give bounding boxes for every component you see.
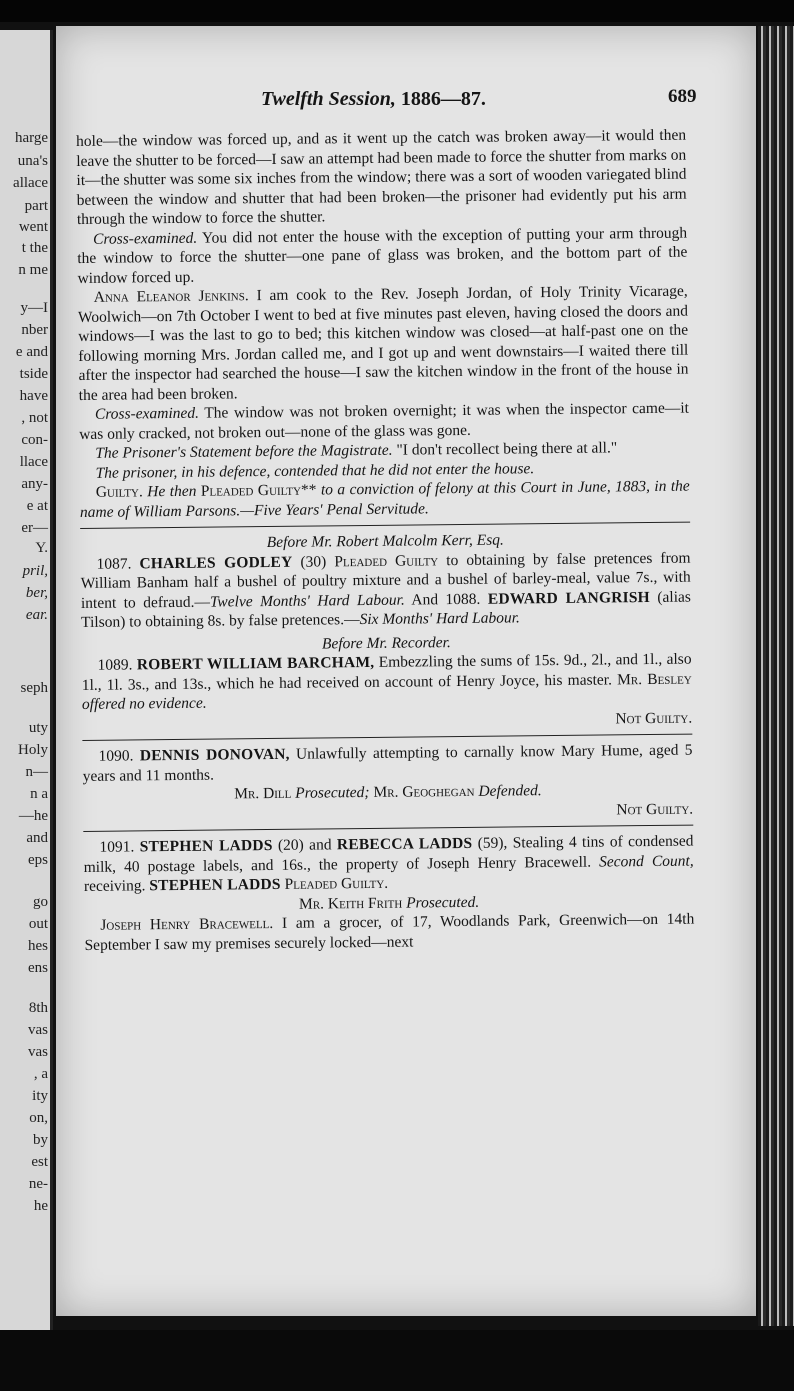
defendant-age: (59), <box>472 834 508 852</box>
facing-page-fragment: vas <box>28 1044 48 1060</box>
section-divider <box>83 825 693 832</box>
case-number: 1091. <box>99 838 140 856</box>
facing-page-fragment: ear. <box>25 607 48 623</box>
counsel-name: Mr. Geoghegan <box>373 782 475 801</box>
plea-label: Pleaded Guilty** <box>200 481 317 500</box>
facing-page-fragment: any- <box>21 476 48 492</box>
defendant-alias: (alias Tilson) <box>81 588 691 631</box>
facing-page-fragment: —he <box>18 808 48 824</box>
defendant-name: CHARLES GODLEY <box>139 553 293 572</box>
plea-label: Pleaded Guilty. <box>280 874 389 893</box>
statement-text: "I don't recollect being there at all." <box>392 439 618 459</box>
facing-page-fragment: est <box>31 1154 48 1170</box>
facing-page-fragment: con- <box>21 432 48 448</box>
counsel-role: Defended. <box>474 782 542 800</box>
facing-page-fragment: harge <box>14 130 48 146</box>
defendant-name: ROBERT WILLIAM BARCHAM, <box>136 653 375 674</box>
facing-page-fragment: una's <box>17 153 48 169</box>
facing-page-fragment: seph <box>20 680 48 696</box>
facing-page-fragment: t the <box>21 240 48 256</box>
witness-testimony: I am cook to the Rev. Joseph Jordan, of Holy Trinity Vicarage, Woolwich—on 7th October I went to bed at five minutes past eleven, having closed the doors and windows—I was the last to go to bed; this kitchen window was closed—at half-past one on the following morning Mrs. Jordan called me, and I got up and went downstairs—I waited there till after the inspector had searched the house—I saw the kitchen window in the front of the house in the area had been broken. <box>77 282 689 404</box>
charge-text: to obtaining by false pretences from William Banham half a bushel of poultry mixture and a bushel of barley-meal, value 7s., with intent to defraud.— <box>80 549 691 612</box>
paragraph-verdict <box>80 477 690 522</box>
facing-page-fragment: part <box>24 198 48 214</box>
paragraph-witness-jenkins <box>78 282 689 405</box>
case-1091 <box>83 832 694 897</box>
judge-heading-1: Before Mr. Robert Malcolm Kerr, Esq. <box>266 531 504 552</box>
facing-page-fragment: allace <box>13 175 48 191</box>
facing-page-fragment: he <box>33 1198 48 1214</box>
counsel-name: Mr. Besley <box>616 670 692 688</box>
page-number: 689 <box>668 86 697 107</box>
facing-page-fragment: 8th <box>28 1000 48 1016</box>
facing-page-fragment: nber <box>21 322 48 338</box>
facing-page-fragment: pril, <box>22 563 48 579</box>
case-1089 <box>81 650 692 715</box>
case-1087 <box>80 548 691 632</box>
facing-page-fragment: ber, <box>25 585 48 601</box>
statement-label: The Prisoner's Statement before the Magistrate. <box>95 441 393 462</box>
page-text <box>76 126 695 955</box>
sentence-text: Twelve Months' Hard Labour. <box>209 591 405 611</box>
facing-page-fragment: went <box>18 219 48 235</box>
scan-bottom-edge <box>0 1330 794 1391</box>
paragraph-cross-examined-1 <box>77 223 688 288</box>
facing-page-fragment: out <box>28 916 48 932</box>
facing-page-fragment: Y. <box>35 540 48 556</box>
defendant-name: STEPHEN LADDS <box>149 875 281 895</box>
verdict-guilty: Guilty. <box>95 483 143 501</box>
witness-name: Anna Eleanor Jenkins. <box>93 287 249 306</box>
session-years: 1886—87. <box>400 88 486 110</box>
defendant-name: EDWARD LANGRISH <box>487 588 650 608</box>
defendant-age: (30) <box>292 552 335 571</box>
paragraph-defence: The prisoner, in his defence, contended that he did not enter the house. <box>95 459 535 482</box>
defendant-age: (20) and <box>272 836 337 854</box>
book-page <box>56 26 756 1316</box>
facing-page-fragment: tside <box>19 366 48 382</box>
facing-page-fragment: n me <box>18 262 48 278</box>
section-divider <box>82 734 692 741</box>
session-title: Twelfth Session, <box>261 88 401 110</box>
facing-page-fragment: e and <box>15 344 48 360</box>
facing-page-edge <box>0 30 53 1330</box>
counsel-name: Mr. Keith Frith <box>298 894 403 913</box>
facing-page-fragment: n a <box>30 786 48 802</box>
running-head <box>261 88 486 111</box>
sentence-text: to a conviction of felony at this Court in June, 1883, in the name of William Parsons.—Five Years' Penal Servitude. <box>79 477 690 521</box>
case-number: And 1088. <box>404 590 488 609</box>
facing-page-fragment: y—I <box>20 300 48 316</box>
facing-page-fragment: on, <box>29 1110 48 1126</box>
case-number: 1089. <box>97 656 137 674</box>
defendant-name: REBECCA LADDS <box>336 834 473 854</box>
cross-examined-text: You did not enter the house with the exception of putting your arm through the window to force the shutter—one pane of glass was broken, and the bottom part of the window forced up. <box>77 224 688 287</box>
case-1090 <box>82 741 692 786</box>
facing-page-fragment: and <box>26 830 48 846</box>
facing-page-fragment: eps <box>28 852 48 868</box>
facing-page-fragment: er— <box>21 520 48 536</box>
cross-examined-label: Cross-examined. <box>94 404 200 423</box>
facing-page-fragment: by <box>33 1132 48 1148</box>
facing-page-fragment: , not <box>21 410 48 426</box>
facing-page-fragment: ne- <box>28 1176 48 1192</box>
witness-testimony: I am a grocer, of 17, Woodlands Park, Greenwich—on 14th September I saw my premises securely locked—next <box>84 910 695 954</box>
verdict-1089: Not Guilty. <box>615 709 693 727</box>
charge-text: receiving. <box>83 877 150 895</box>
section-divider <box>80 522 690 529</box>
facing-page-fragment: , a <box>33 1066 48 1082</box>
cross-examined-text: The window was not broken overnight; it was when the inspector came—it was only cracked, not broken out—none of the glass was gone. <box>79 399 690 443</box>
paragraph-cross-examined-2 <box>79 399 689 444</box>
case-number: 1090. <box>98 747 140 765</box>
facing-page-fragment: n— <box>25 764 48 780</box>
defendant-name: STEPHEN LADDS <box>139 836 273 856</box>
facing-page-fragment: uty <box>28 720 48 736</box>
charge-text: Unlawfully attempting to carnally know Mary Hume, aged 5 years and 11 months. <box>82 741 693 785</box>
charge-text: Stealing 4 tins of condensed milk, 40 postage labels, and 16s., the property of Joseph Henry Bracewell. <box>83 832 694 876</box>
defendant-name: DENNIS DONOVAN, <box>139 745 290 765</box>
paragraph-continuation: hole—the window was forced up, and as it went up the catch was broken away—it would then leave the shutter to be forced—I saw an attempt had been made to force the shutter from marks on it—the shutter was some six inches from the window; there was a sort of wooden variegated blind between the window and shutter that had been broken—the prisoner had evidently put his arm through the window to force the shutter. <box>76 126 687 228</box>
verdict-text: He then <box>142 482 201 501</box>
counsel-role: Prosecuted. <box>402 893 480 912</box>
facing-page-fragment: ens <box>28 960 48 976</box>
verdict-1090: Not Guilty. <box>616 800 694 818</box>
facing-page-fragment: llace <box>19 454 48 470</box>
counsel-name: Mr. Dill <box>234 784 292 803</box>
judge-heading-2: Before Mr. Recorder. <box>321 633 451 652</box>
plea-label: Pleaded Guilty <box>334 551 439 570</box>
counsel-note: offered no evidence. <box>81 694 207 713</box>
count-label: Second Count, <box>599 852 694 871</box>
facing-page-fragment: Holy <box>18 742 48 758</box>
facing-page-fragment: hes <box>28 938 48 954</box>
paragraph-witness-bracewell <box>84 910 694 955</box>
charge-text: Embezzling the sums of 15s. 9d., 2l., and 1l., also 1l., 1l. 3s., and 13s., which he had received on account of Henry Joyce, his master. <box>81 650 692 694</box>
witness-name: Joseph Henry Bracewell. <box>100 914 274 934</box>
facing-page-fragment: e at <box>26 498 48 514</box>
facing-page-fragment: have <box>19 388 48 404</box>
sentence-text: Six Months' Hard Labour. <box>359 609 520 629</box>
facing-page-fragment: go <box>33 894 48 910</box>
counsel-role: Prosecuted; <box>291 783 374 802</box>
scan-top-edge <box>0 0 794 22</box>
facing-page-fragment: ity <box>32 1088 48 1104</box>
case-number: 1087. <box>96 554 140 573</box>
page-stack-edge <box>758 26 794 1326</box>
cross-examined-label: Cross-examined. <box>93 229 198 248</box>
facing-page-fragment: vas <box>28 1022 48 1038</box>
charge-text: to obtaining 8s. by false pretences.— <box>125 611 360 631</box>
